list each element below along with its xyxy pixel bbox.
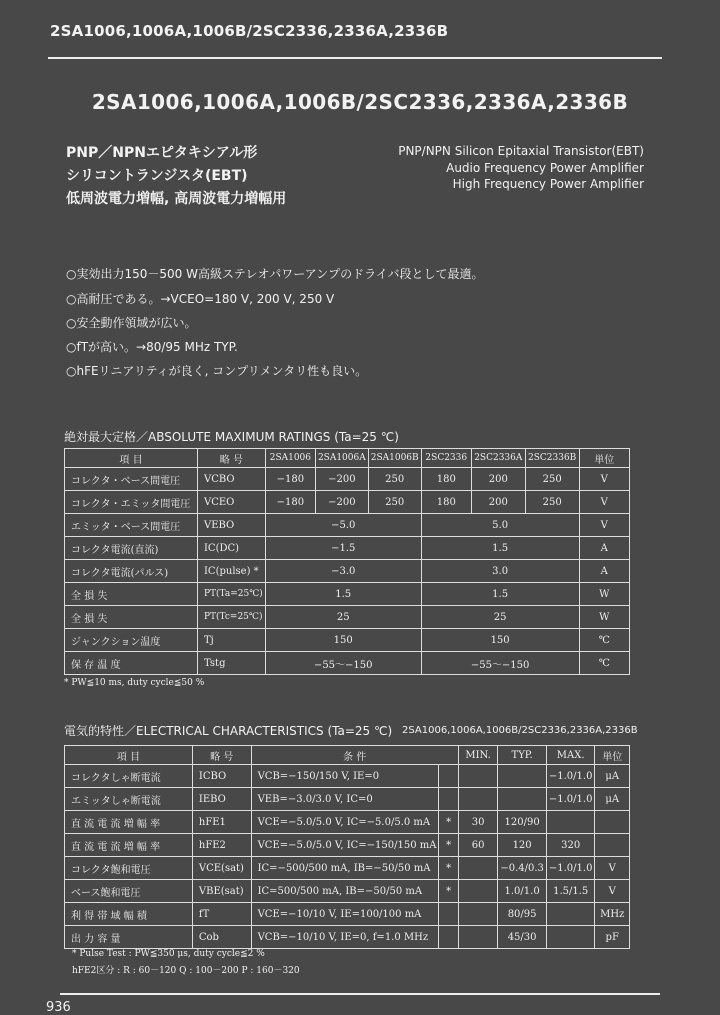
cell-npn: 1.5 bbox=[421, 583, 579, 606]
row-item: エミッタしゃ断電流 bbox=[65, 788, 193, 811]
col-min: MIN. bbox=[458, 746, 497, 765]
row-symbol: fT bbox=[192, 903, 251, 926]
footer-rule bbox=[60, 993, 660, 995]
elec-note-hfe-class: hFE2区分 : R : 60－120 Q : 100－200 P : 160－320 bbox=[72, 966, 300, 976]
row-min bbox=[458, 765, 497, 788]
table-row bbox=[65, 606, 630, 629]
row-typ bbox=[498, 788, 547, 811]
row-condition: VCB=−150/150 V, IE=0 bbox=[251, 765, 439, 788]
table-row bbox=[65, 880, 630, 903]
cell-value: 180 bbox=[421, 468, 471, 491]
col-2sc2336: 2SC2336 bbox=[421, 449, 471, 468]
row-max: −1.0/1.0 bbox=[546, 788, 595, 811]
row-typ: 120/90 bbox=[498, 811, 547, 834]
abs-max-table bbox=[64, 448, 630, 675]
jp-title-1: PNP／NPNエピタキシアル形 bbox=[66, 145, 258, 161]
cell-pnp: 25 bbox=[265, 606, 421, 629]
row-condition: IC=−500/500 mA, IB=−50/50 mA bbox=[251, 857, 439, 880]
page-title: 2SA1006,1006A,1006B/2SC2336,2336A,2336B bbox=[91, 90, 629, 114]
row-typ: 80/95 bbox=[498, 903, 547, 926]
table-row bbox=[65, 926, 630, 949]
row-mark: * bbox=[439, 857, 458, 880]
row-min bbox=[458, 880, 497, 903]
row-unit bbox=[595, 834, 630, 857]
row-item: コレクタしゃ断電流 bbox=[65, 765, 193, 788]
table-row bbox=[65, 788, 630, 811]
cell-npn: 150 bbox=[421, 629, 579, 652]
row-unit: pF bbox=[595, 926, 630, 949]
row-symbol: VCBO bbox=[197, 468, 265, 491]
row-typ: 120 bbox=[498, 834, 547, 857]
row-item: コレクタ・ベース間電圧 bbox=[65, 468, 198, 491]
col-symbol: 略 号 bbox=[197, 449, 265, 468]
cell-npn: 3.0 bbox=[421, 560, 579, 583]
row-unit bbox=[595, 811, 630, 834]
row-symbol: Cob bbox=[192, 926, 251, 949]
row-item: ジャンクション温度 bbox=[65, 629, 198, 652]
cell-value: −200 bbox=[315, 491, 368, 514]
cell-npn: 1.5 bbox=[421, 537, 579, 560]
col-item: 項 目 bbox=[65, 746, 193, 765]
col-max: MAX. bbox=[546, 746, 595, 765]
row-symbol: Tstg bbox=[197, 652, 265, 675]
row-item: コレクタ電流(直流) bbox=[65, 537, 198, 560]
col-2sa1006a: 2SA1006A bbox=[315, 449, 368, 468]
row-unit: ℃ bbox=[579, 652, 629, 675]
col-2sc2336b: 2SC2336B bbox=[525, 449, 579, 468]
col-item: 項 目 bbox=[65, 449, 198, 468]
cell-value: −180 bbox=[265, 468, 315, 491]
row-symbol: hFE2 bbox=[192, 834, 251, 857]
row-item: ベース飽和電圧 bbox=[65, 880, 193, 903]
cell-value: 250 bbox=[368, 468, 421, 491]
row-max bbox=[546, 926, 595, 949]
feature-2: ○高耐圧である。→VCEO=180 V, 200 V, 250 V bbox=[66, 292, 335, 306]
row-mark: * bbox=[439, 880, 458, 903]
table-row bbox=[65, 652, 630, 675]
row-condition: VCE=−10/10 V, IE=100/100 mA bbox=[251, 903, 439, 926]
table-row bbox=[65, 834, 630, 857]
cell-pnp: 1.5 bbox=[265, 583, 421, 606]
col-typ: TYP. bbox=[498, 746, 547, 765]
row-max: 320 bbox=[546, 834, 595, 857]
table-row bbox=[65, 765, 630, 788]
row-min bbox=[458, 926, 497, 949]
row-typ bbox=[498, 765, 547, 788]
row-max: −1.0/1.0 bbox=[546, 857, 595, 880]
row-symbol: VCE(sat) bbox=[192, 857, 251, 880]
row-symbol: IC(pulse) * bbox=[197, 560, 265, 583]
cell-pnp: 150 bbox=[265, 629, 421, 652]
row-unit: A bbox=[579, 560, 629, 583]
row-symbol: VEBO bbox=[197, 514, 265, 537]
row-item: 直 流 電 流 増 幅 率 bbox=[65, 811, 193, 834]
row-symbol: IEBO bbox=[192, 788, 251, 811]
col-2sa1006b: 2SA1006B bbox=[368, 449, 421, 468]
row-typ: −0.4/0.3 bbox=[498, 857, 547, 880]
row-unit: V bbox=[579, 514, 629, 537]
header-rule bbox=[48, 57, 662, 59]
cell-pnp: −1.5 bbox=[265, 537, 421, 560]
row-unit: μA bbox=[595, 788, 630, 811]
table-row bbox=[65, 491, 630, 514]
feature-1: ○実効出力150－500 W高級ステレオパワーアンプのドライバ段として最適。 bbox=[66, 267, 484, 281]
row-max bbox=[546, 811, 595, 834]
row-item: 利 得 帯 域 幅 積 bbox=[65, 903, 193, 926]
row-max: 1.5/1.5 bbox=[546, 880, 595, 903]
cell-npn: 25 bbox=[421, 606, 579, 629]
row-symbol: ICBO bbox=[192, 765, 251, 788]
en-title-2: Audio Frequency Power Amplifier bbox=[446, 161, 644, 175]
elec-heading: 電気的特性／ELECTRICAL CHARACTERISTICS (Ta=25 ℃) bbox=[64, 724, 393, 738]
col-unit: 単位 bbox=[595, 746, 630, 765]
col-unit: 単位 bbox=[579, 449, 629, 468]
row-max bbox=[546, 903, 595, 926]
row-condition: VCB=−10/10 V, IE=0, f=1.0 MHz bbox=[251, 926, 439, 949]
row-unit: W bbox=[579, 606, 629, 629]
cell-value: 250 bbox=[525, 491, 579, 514]
elec-note-pulse: * Pulse Test : PW≦350 μs, duty cycle≦2 % bbox=[72, 949, 265, 959]
row-condition: VCE=−5.0/5.0 V, IC=−150/150 mA bbox=[251, 834, 439, 857]
table-row bbox=[65, 583, 630, 606]
row-mark: * bbox=[439, 811, 458, 834]
abs-max-heading: 絶対最大定格／ABSOLUTE MAXIMUM RATINGS (Ta=25 ℃) bbox=[64, 430, 399, 444]
row-condition: VEB=−3.0/3.0 V, IC=0 bbox=[251, 788, 439, 811]
table-row bbox=[65, 857, 630, 880]
row-item: コレクタ電流(パルス) bbox=[65, 560, 198, 583]
cell-value: 250 bbox=[525, 468, 579, 491]
col-symbol: 略 号 bbox=[192, 746, 251, 765]
row-unit: W bbox=[579, 583, 629, 606]
row-unit: MHz bbox=[595, 903, 630, 926]
abs-max-footnote: * PW≦10 ms, duty cycle≦50 % bbox=[64, 678, 205, 688]
row-item: 直 流 電 流 増 幅 率 bbox=[65, 834, 193, 857]
cell-pnp: −3.0 bbox=[265, 560, 421, 583]
row-max: −1.0/1.0 bbox=[546, 765, 595, 788]
row-unit: ℃ bbox=[579, 629, 629, 652]
elec-table bbox=[64, 745, 630, 949]
table-row bbox=[65, 629, 630, 652]
cell-value: 250 bbox=[368, 491, 421, 514]
table-row bbox=[65, 537, 630, 560]
row-unit: V bbox=[579, 468, 629, 491]
row-unit: μA bbox=[595, 765, 630, 788]
row-symbol: PT(Ta=25℃) bbox=[197, 583, 265, 606]
row-item: エミッタ・ベース間電圧 bbox=[65, 514, 198, 537]
row-unit: V bbox=[579, 491, 629, 514]
cell-pnp: −55～−150 bbox=[265, 652, 421, 675]
header-part-numbers: 2SA1006,1006A,1006B/2SC2336,2336A,2336B bbox=[50, 22, 449, 40]
cell-npn: 5.0 bbox=[421, 514, 579, 537]
en-title-3: High Frequency Power Amplifier bbox=[452, 177, 644, 191]
cell-npn: −55～−150 bbox=[421, 652, 579, 675]
row-unit: V bbox=[595, 880, 630, 903]
en-title-1: PNP/NPN Silicon Epitaxial Transistor(EBT) bbox=[398, 144, 644, 158]
jp-title-3: 低周波電力増幅, 高周波電力増幅用 bbox=[66, 191, 287, 207]
col-condition: 条 件 bbox=[251, 746, 458, 765]
row-mark bbox=[439, 926, 458, 949]
row-symbol: Tj bbox=[197, 629, 265, 652]
row-item: コレクタ飽和電圧 bbox=[65, 857, 193, 880]
row-item: コレクタ・エミッタ間電圧 bbox=[65, 491, 198, 514]
row-min: 60 bbox=[458, 834, 497, 857]
row-item: 保 存 温 度 bbox=[65, 652, 198, 675]
jp-title-2: シリコントランジスタ(EBT) bbox=[66, 168, 248, 184]
abs-max-header-row bbox=[65, 449, 630, 468]
row-condition: IC=500/500 mA, IB=−50/50 mA bbox=[251, 880, 439, 903]
row-typ: 1.0/1.0 bbox=[498, 880, 547, 903]
cell-value: −180 bbox=[265, 491, 315, 514]
feature-5: ○hFEリニアリティが良く, コンプリメンタリ性も良い。 bbox=[66, 364, 368, 378]
feature-3: ○安全動作領域が広い。 bbox=[66, 316, 197, 330]
row-symbol: PT(Tc=25℃) bbox=[197, 606, 265, 629]
page-number: 936 bbox=[46, 1000, 71, 1015]
elec-header-row bbox=[65, 746, 630, 765]
row-unit: A bbox=[579, 537, 629, 560]
feature-4: ○fTが高い。→80/95 MHz TYP. bbox=[66, 340, 238, 354]
row-typ: 45/30 bbox=[498, 926, 547, 949]
cell-pnp: −5.0 bbox=[265, 514, 421, 537]
row-min bbox=[458, 857, 497, 880]
row-min: 30 bbox=[458, 811, 497, 834]
row-mark bbox=[439, 788, 458, 811]
row-mark: * bbox=[439, 834, 458, 857]
row-unit: V bbox=[595, 857, 630, 880]
col-2sc2336a: 2SC2336A bbox=[471, 449, 525, 468]
row-min bbox=[458, 903, 497, 926]
row-item: 出 力 容 量 bbox=[65, 926, 193, 949]
cell-value: 200 bbox=[471, 491, 525, 514]
row-symbol: hFE1 bbox=[192, 811, 251, 834]
row-mark bbox=[439, 765, 458, 788]
table-row bbox=[65, 514, 630, 537]
row-condition: VCE=−5.0/5.0 V, IC=−5.0/5.0 mA bbox=[251, 811, 439, 834]
table-row bbox=[65, 468, 630, 491]
col-2sa1006: 2SA1006 bbox=[265, 449, 315, 468]
table-row bbox=[65, 903, 630, 926]
table-row bbox=[65, 560, 630, 583]
cell-value: 180 bbox=[421, 491, 471, 514]
elec-part-numbers: 2SA1006,1006A,1006B/2SC2336,2336A,2336B bbox=[402, 725, 638, 736]
cell-value: −200 bbox=[315, 468, 368, 491]
table-row bbox=[65, 811, 630, 834]
row-symbol: IC(DC) bbox=[197, 537, 265, 560]
row-item: 全 損 失 bbox=[65, 583, 198, 606]
row-min bbox=[458, 788, 497, 811]
row-symbol: VCEO bbox=[197, 491, 265, 514]
row-item: 全 損 失 bbox=[65, 606, 198, 629]
cell-value: 200 bbox=[471, 468, 525, 491]
row-mark bbox=[439, 903, 458, 926]
row-symbol: VBE(sat) bbox=[192, 880, 251, 903]
